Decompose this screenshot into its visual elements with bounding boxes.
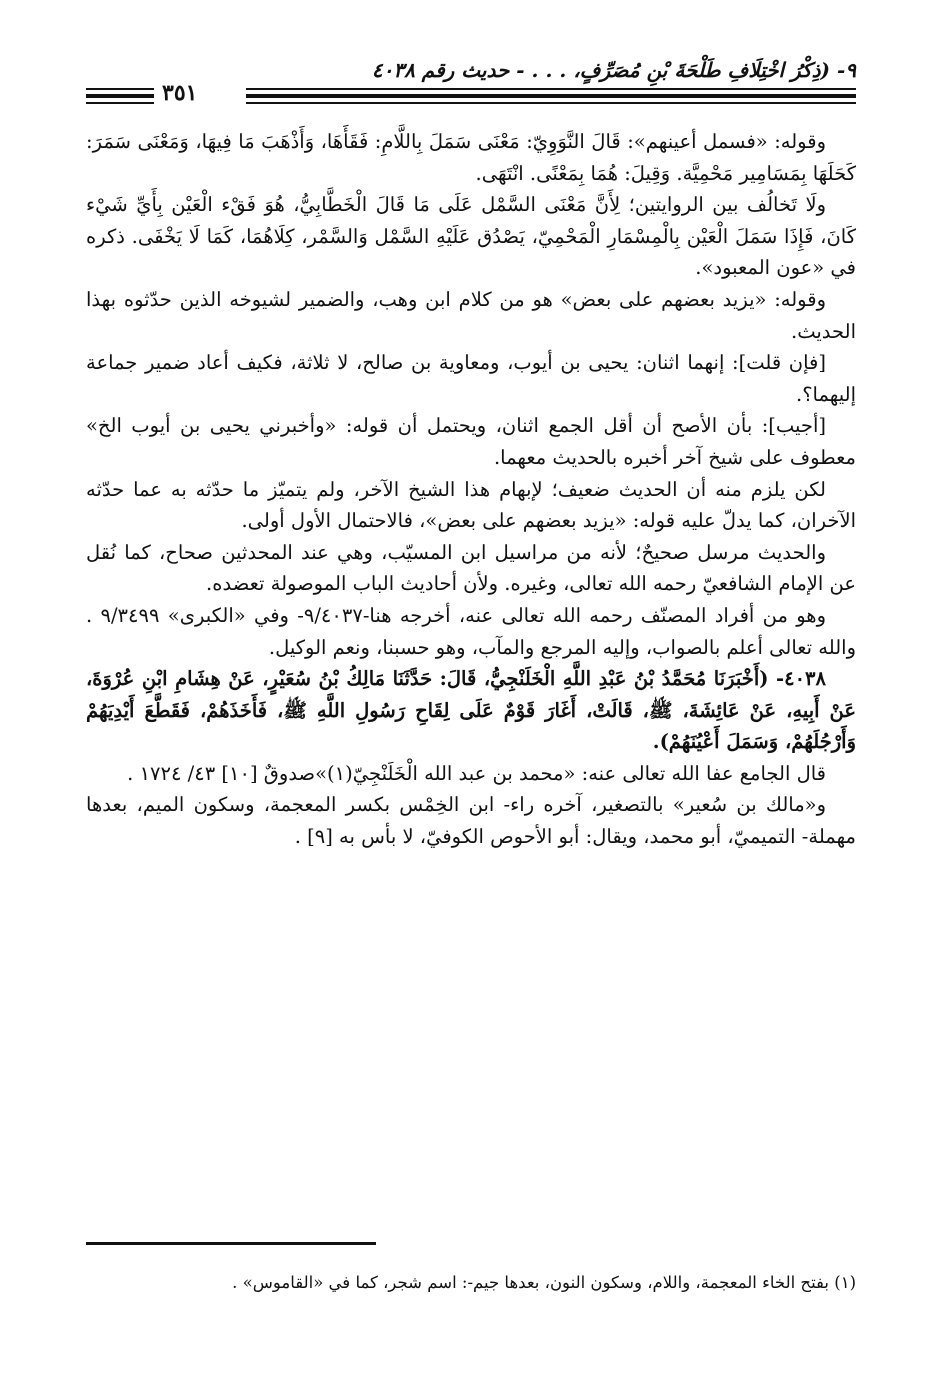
paragraph-yazid-baaduhum: وقوله: «يزيد بعضهم على بعض» هو من كلام ابن وهب، والضمير لشيوخه الذين حدّثوه بهذا الحديث. (86, 287, 856, 343)
paragraph-fa-in-qulta: [فإن قلت]: إنهما اثنان: يحيى بن أيوب، ومعاوية بن صالح، لا ثلاثة، فكيف أعاد ضمير جماعة إليهما؟. (86, 351, 856, 406)
page-number: ٣٥١ (162, 80, 198, 106)
paragraph-nawawi-explanation: وقوله: «فسمل أعينهم»: قَالَ النَّوَوِيّ: مَعْنَى سَمَلَ بِاللَّامِ: فَقَأَهَا، وَأَذْهَبَ مَا فِيهَا، وَمَعْنَى سَمَرَ: كَحَلَهَا بِمَسَامِير مَحْمِيَّة. وَقِيلَ: هُمَا بِمَعْنًى. انْتَهَى. (86, 130, 856, 185)
paragraph-no-contradiction: ولَا تَخالُف بين الروايتين؛ لِأَنَّ مَعْنَى السَّمْل عَلَى مَا قَالَ الْخَطَّابِيُّ، هُوَ فَقْء الْعَيْن بِأَيِّ شَيْء كَانَ، فَإِذَا سَمَلَ الْعَيْن بِالْمِسْمَارِ الْمَحْمِيّ، يَصْدُق عَلَيْهِ السَّمْل وَالسَّمْر، كِلَاهُمَا، كَمَا لَا يَخْفَى. ذكره في «عون المعبود». (86, 193, 856, 280)
paragraph-lakin: لكن يلزم منه أن الحديث ضعيف؛ لإبهام هذا الشيخ الآخر، ولم يتميّز ما حدّثه به عما حدّثه الآخران، كما يدلّ عليه قوله: «يزيد بعضهم على بعض»، فالاحتمال الأول أولى. (86, 477, 856, 533)
header-rule-left-bottom (86, 102, 154, 104)
chapter-title: ٩- (ذِكْرُ اخْتِلَافِ طَلْحَةَ بْنِ مُصَرِّفٍ، . . . - حديث رقم ٤٠٣٨ (371, 58, 856, 82)
paragraph-ujiba: [أجيب]: بأن الأصح أن أقل الجمع اثنان، ويحتمل أن قوله: «وأخبرني يحيى بن أيوب الخ» معطوف على شيخ آخر أخبره بالحديث معهما. (86, 414, 856, 469)
header-rule-middle (246, 94, 856, 98)
footnote-separator (86, 1242, 376, 1245)
header-rule-left-top (86, 88, 154, 90)
header-rule-top (246, 88, 856, 90)
footnote: (١) بفتح الخاء المعجمة، واللام، وسكون النون، بعدها جيم-: اسم شجر، كما في «القاموس» . (232, 1273, 856, 1292)
paragraph-mursal-sahih: والحديث مرسل صحيحٌ؛ لأنه من مراسيل ابن المسيّب، وهي عند المحدثين صحاح، كما نُقل عن الإمام الشافعيّ رحمه الله تعالى، وغيره. ولأن أحاديث الباب الموصولة تعضده. (86, 540, 856, 596)
header-rule-left-middle (86, 94, 154, 98)
paragraph-malik-bin-suayr: و«مالك بن سُعير» بالتصغير، آخره راء- ابن الخِمْس بكسر المعجمة، وسكون الميم، بعدها مهملة- التميميّ، أبو محمد، ويقال: أبو الأحوص الكوفيّ، لا بأس به [٩] . (86, 793, 856, 849)
hadith-4038: ٤٠٣٨- (أَخْبَرَنَا مُحَمَّدُ بْنُ عَبْدِ اللَّهِ الْخَلَنْجِيُّ، قَالَ: حَدَّثَنَا مَالِكُ بْنُ سُعَيْرٍ، عَنْ هِشَامِ ابْنِ عُرْوَةَ، عَنْ أَبِيهِ، عَنْ عَائِشَةَ، ﷺ، قَالَتْ، أَغَارَ قَوْمٌ عَلَى لِقَاحِ رَسُولِ اللَّهِ ﷺ، فَأَخَذَهُمْ، فَقَطَّعَ أَيْدِيَهُمْ وَأَرْجُلَهُمْ، وَسَمَلَ أَعْيُنَهُمْ). (86, 667, 856, 754)
page-header (86, 52, 856, 112)
paragraph-afrad: وهو من أفراد المصنّف رحمه الله تعالى عنه، أخرجه هنا-٩/٤٠٣٧- وفي «الكبرى» ٩/٣٤٩٩ . والله تعالى أعلم بالصواب، وإليه المرجع والمآب، وهو حسبنا، ونعم الوكيل. (86, 603, 856, 659)
main-text (86, 126, 856, 853)
header-rule-bottom (246, 102, 856, 104)
paragraph-qal-al-jami: قال الجامع عفا الله تعالى عنه: «محمد بن عبد الله الْخَلَنْجِيّ(١)»صدوقٌ [١٠] ٤٣/ ١٧٢٤ . (127, 761, 826, 785)
